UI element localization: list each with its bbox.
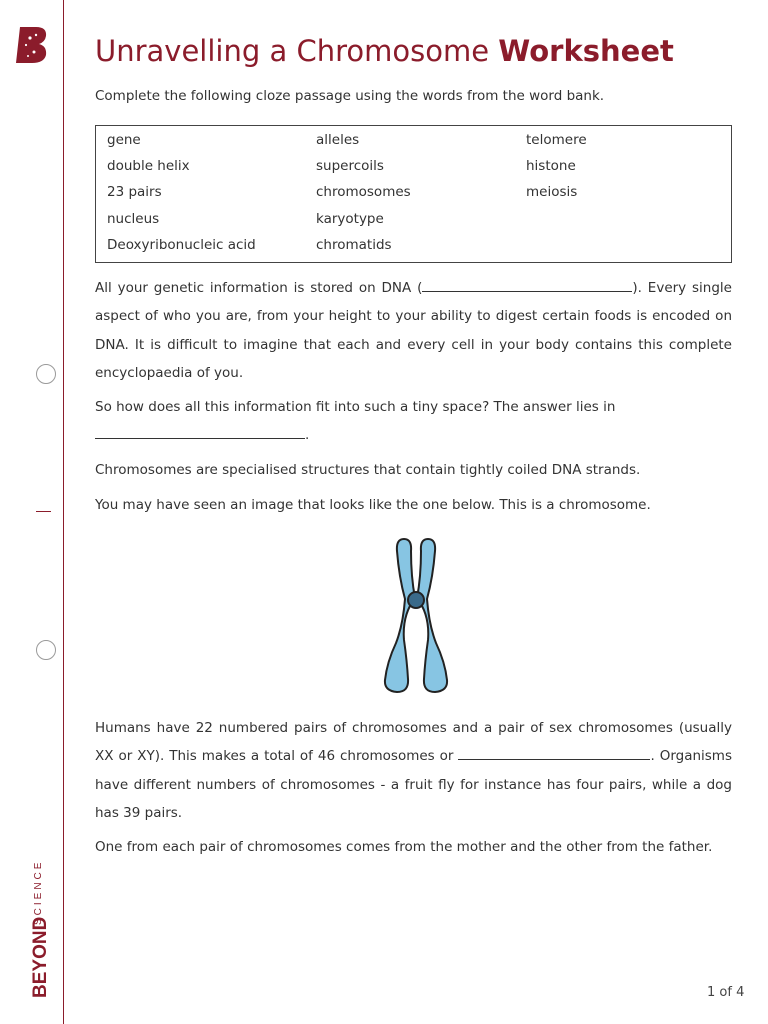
centromere xyxy=(408,592,424,608)
paragraph-human-pairs: Humans have 22 numbered pairs of chromosomes and a pair of sex chromosomes (usually XX or XY). This makes a total of 46 chromosomes or . Organisms have different numbers of chromosomes - a fruit fly for instance has four pairs, while a dog has 39 pairs. xyxy=(95,720,732,821)
instructions: Complete the following cloze passage using the words from the word bank. xyxy=(95,88,605,104)
chromatid-right xyxy=(417,539,447,692)
fill-blank-2[interactable] xyxy=(95,426,305,439)
margin-line xyxy=(63,0,64,1024)
word-bank-item: gene xyxy=(107,132,141,148)
page-title xyxy=(95,34,674,68)
brand-word-beyond: BEYOND xyxy=(30,916,51,998)
page-number: 1 of 4 xyxy=(707,985,745,1000)
word-bank-item: alleles xyxy=(316,132,360,148)
word-bank-item: double helix xyxy=(107,158,190,174)
word-bank-item: chromosomes xyxy=(316,184,411,200)
brand-wordmark xyxy=(6,840,62,1000)
fold-mark xyxy=(36,511,51,512)
word-bank-item: chromatids xyxy=(316,237,392,253)
word-bank xyxy=(95,125,732,263)
word-bank-item: telomere xyxy=(526,132,587,148)
word-bank-item: supercoils xyxy=(316,158,384,174)
chromosome-illustration xyxy=(376,535,456,697)
word-bank-item: Deoxyribonucleic acid xyxy=(107,237,256,253)
title-main: Unravelling a Chromosome xyxy=(95,34,490,68)
fill-blank-3[interactable] xyxy=(458,747,650,760)
title-bold: Worksheet xyxy=(498,34,674,68)
paragraph-chromosomes: Chromosomes are specialised structures that contain tightly coiled DNA strands. xyxy=(95,462,641,478)
word-bank-item: histone xyxy=(526,158,576,174)
chromatid-left xyxy=(385,539,415,692)
word-bank-item: nucleus xyxy=(107,211,160,227)
paragraph-inheritance: One from each pair of chromosomes comes from the mother and the other from the father. xyxy=(95,839,713,855)
word-bank-item: meiosis xyxy=(526,184,578,200)
paragraph-dna: All your genetic information is stored on DNA ( ). Every single aspect of who you are, from your height to your ability to digest certain foods is encoded on DNA. It is difficult to imagine that each and every cell in your body contains this complete encyclopaedia of you. xyxy=(95,280,732,381)
word-bank-item: karyotype xyxy=(316,211,384,227)
fill-blank-1[interactable] xyxy=(422,279,632,292)
paragraph-space: So how does all this information fit into such a tiny space? The answer lies in . xyxy=(95,399,616,444)
beyond-science-logo-icon xyxy=(14,25,50,65)
binder-hole-bottom xyxy=(36,640,56,660)
paragraph-image-intro: You may have seen an image that looks like the one below. This is a chromosome. xyxy=(95,497,651,513)
binder-hole-top xyxy=(36,364,56,384)
word-bank-item: 23 pairs xyxy=(107,184,162,200)
brand-word-science: SCIENCE xyxy=(33,859,44,925)
